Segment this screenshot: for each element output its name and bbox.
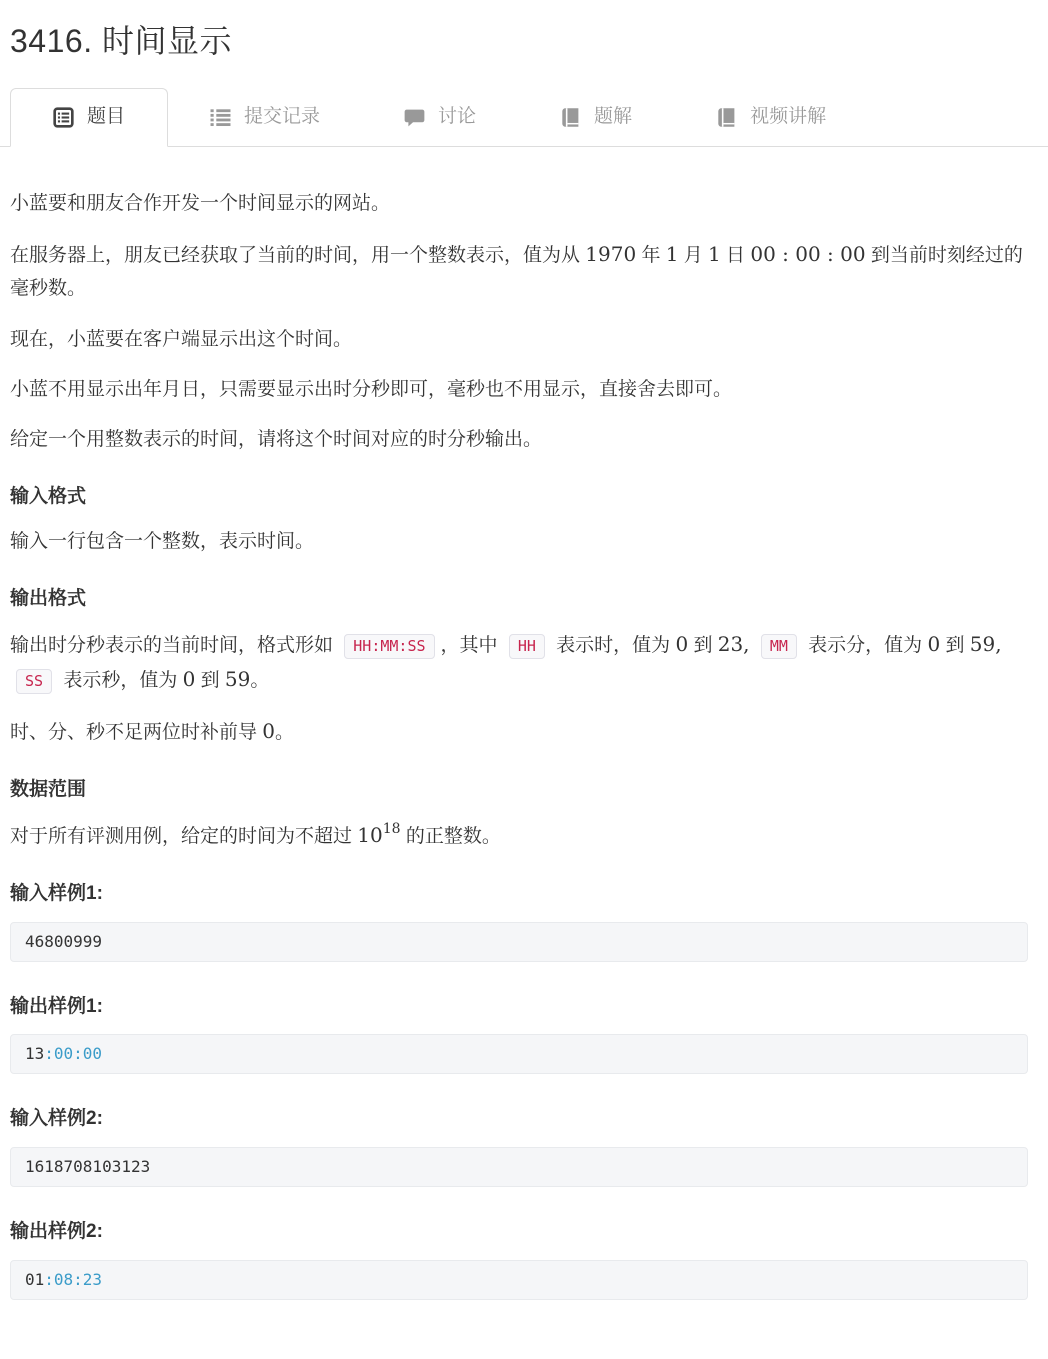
text-segment: 。	[250, 669, 270, 691]
text-segment: 59	[224, 666, 251, 691]
section-heading: 输出格式	[10, 588, 87, 610]
text-segment: 0	[262, 719, 276, 744]
text-segment: 01	[25, 1269, 45, 1289]
text-segment: 1	[665, 242, 679, 267]
tab-bar	[0, 88, 1048, 147]
text-segment: 00 : 00 : 00	[750, 242, 866, 267]
text-segment: 46800999	[25, 931, 103, 951]
text-segment: ，其中	[440, 634, 503, 656]
text-segment: 。	[275, 722, 295, 744]
paragraph	[10, 423, 1028, 456]
list-icon	[210, 107, 231, 128]
text-segment: 13	[25, 1044, 45, 1064]
text-segment: 表示时，值为	[550, 634, 676, 656]
text-segment: 0	[927, 631, 941, 656]
text-segment: 小蓝不用显示出年月日，只需要显示出时分秒即可，毫秒也不用显示，直接舍去即可。	[10, 378, 733, 400]
tab-submissions[interactable]	[168, 89, 362, 146]
paragraph	[10, 818, 1028, 853]
text-segment: :00:00	[44, 1044, 103, 1064]
text-segment: 23,	[717, 631, 750, 656]
text-segment: 表示分，值为	[802, 634, 928, 656]
text-segment: 1970	[585, 242, 637, 267]
text-segment: 1618708103123	[25, 1156, 151, 1176]
code-block	[10, 1034, 1028, 1074]
comment-icon	[404, 107, 425, 128]
section-heading: 输出样例1:	[10, 995, 103, 1017]
list-alt-icon	[53, 107, 74, 128]
text-segment: :08:23	[44, 1269, 103, 1289]
page-title: 3416. 时间显示	[10, 23, 232, 59]
text-segment: 1	[708, 242, 721, 267]
inline-code: MM	[761, 634, 797, 659]
paragraph	[10, 714, 1028, 749]
inline-code: SS	[16, 669, 52, 694]
tab-label: 题解	[594, 106, 633, 127]
paragraph	[10, 525, 1028, 558]
text-segment: 到当前时刻经过的毫秒数。	[10, 245, 1023, 300]
paragraph	[10, 323, 1028, 356]
tab-video[interactable]	[674, 89, 868, 146]
tab-label: 讨论	[438, 106, 477, 127]
text-segment: 到	[688, 634, 718, 656]
code-block	[10, 1260, 1028, 1300]
text-segment: 到	[195, 669, 225, 691]
tab-label: 视频讲解	[750, 106, 827, 127]
tab-discussion[interactable]	[362, 89, 518, 146]
problem-content	[0, 147, 1048, 1359]
text-segment: 到	[940, 634, 970, 656]
book-icon	[716, 107, 737, 128]
text-segment: 对于所有评测用例，给定的时间为不超过	[10, 825, 358, 847]
text-segment: 输出时分秒表示的当前时间，格式形如	[10, 634, 339, 656]
text-segment: 的正整数。	[400, 825, 501, 847]
section-heading: 输入样例2:	[10, 1108, 103, 1130]
inline-code: HH	[509, 634, 545, 659]
tab-solution[interactable]	[518, 89, 674, 146]
text-segment: 输入一行包含一个整数，表示时间。	[10, 530, 315, 552]
section-heading: 输入样例1:	[10, 883, 103, 905]
text-segment: 小蓝要和朋友合作开发一个时间显示的网站。	[10, 192, 391, 214]
text-segment: 59,	[969, 631, 1002, 656]
section-heading: 数据范围	[10, 779, 87, 801]
tab-problem[interactable]	[10, 88, 168, 147]
section-heading: 输入格式	[10, 486, 87, 508]
tab-label: 提交记录	[244, 106, 321, 127]
book-icon	[560, 107, 581, 128]
paragraph	[10, 627, 1028, 698]
paragraph	[10, 187, 1028, 220]
text-segment: 18	[382, 820, 401, 837]
text-segment: 日	[720, 245, 751, 267]
section-heading: 输出样例2:	[10, 1221, 103, 1243]
text-segment: 表示秒，值为	[58, 669, 183, 691]
text-segment: 10	[357, 822, 383, 847]
code-block	[10, 922, 1028, 962]
text-segment: 0	[182, 666, 196, 691]
inline-code: HH:MM:SS	[344, 634, 434, 659]
text-segment: 现在，小蓝要在客户端显示出这个时间。	[10, 328, 353, 350]
text-segment: 月	[678, 245, 709, 267]
tab-label: 题目	[87, 106, 126, 127]
text-segment: 给定一个用整数表示的时间，请将这个时间对应的时分秒输出。	[10, 429, 543, 451]
code-block	[10, 1147, 1028, 1187]
text-segment: 年	[636, 245, 666, 267]
text-segment	[750, 635, 755, 656]
text-segment: 0	[675, 631, 689, 656]
paragraph	[10, 237, 1028, 306]
paragraph	[10, 373, 1028, 406]
text-segment: 时、分、秒不足两位时补前导	[10, 722, 263, 744]
text-segment: 在服务器上，朋友已经获取了当前的时间，用一个整数表示，值为从	[10, 245, 586, 267]
